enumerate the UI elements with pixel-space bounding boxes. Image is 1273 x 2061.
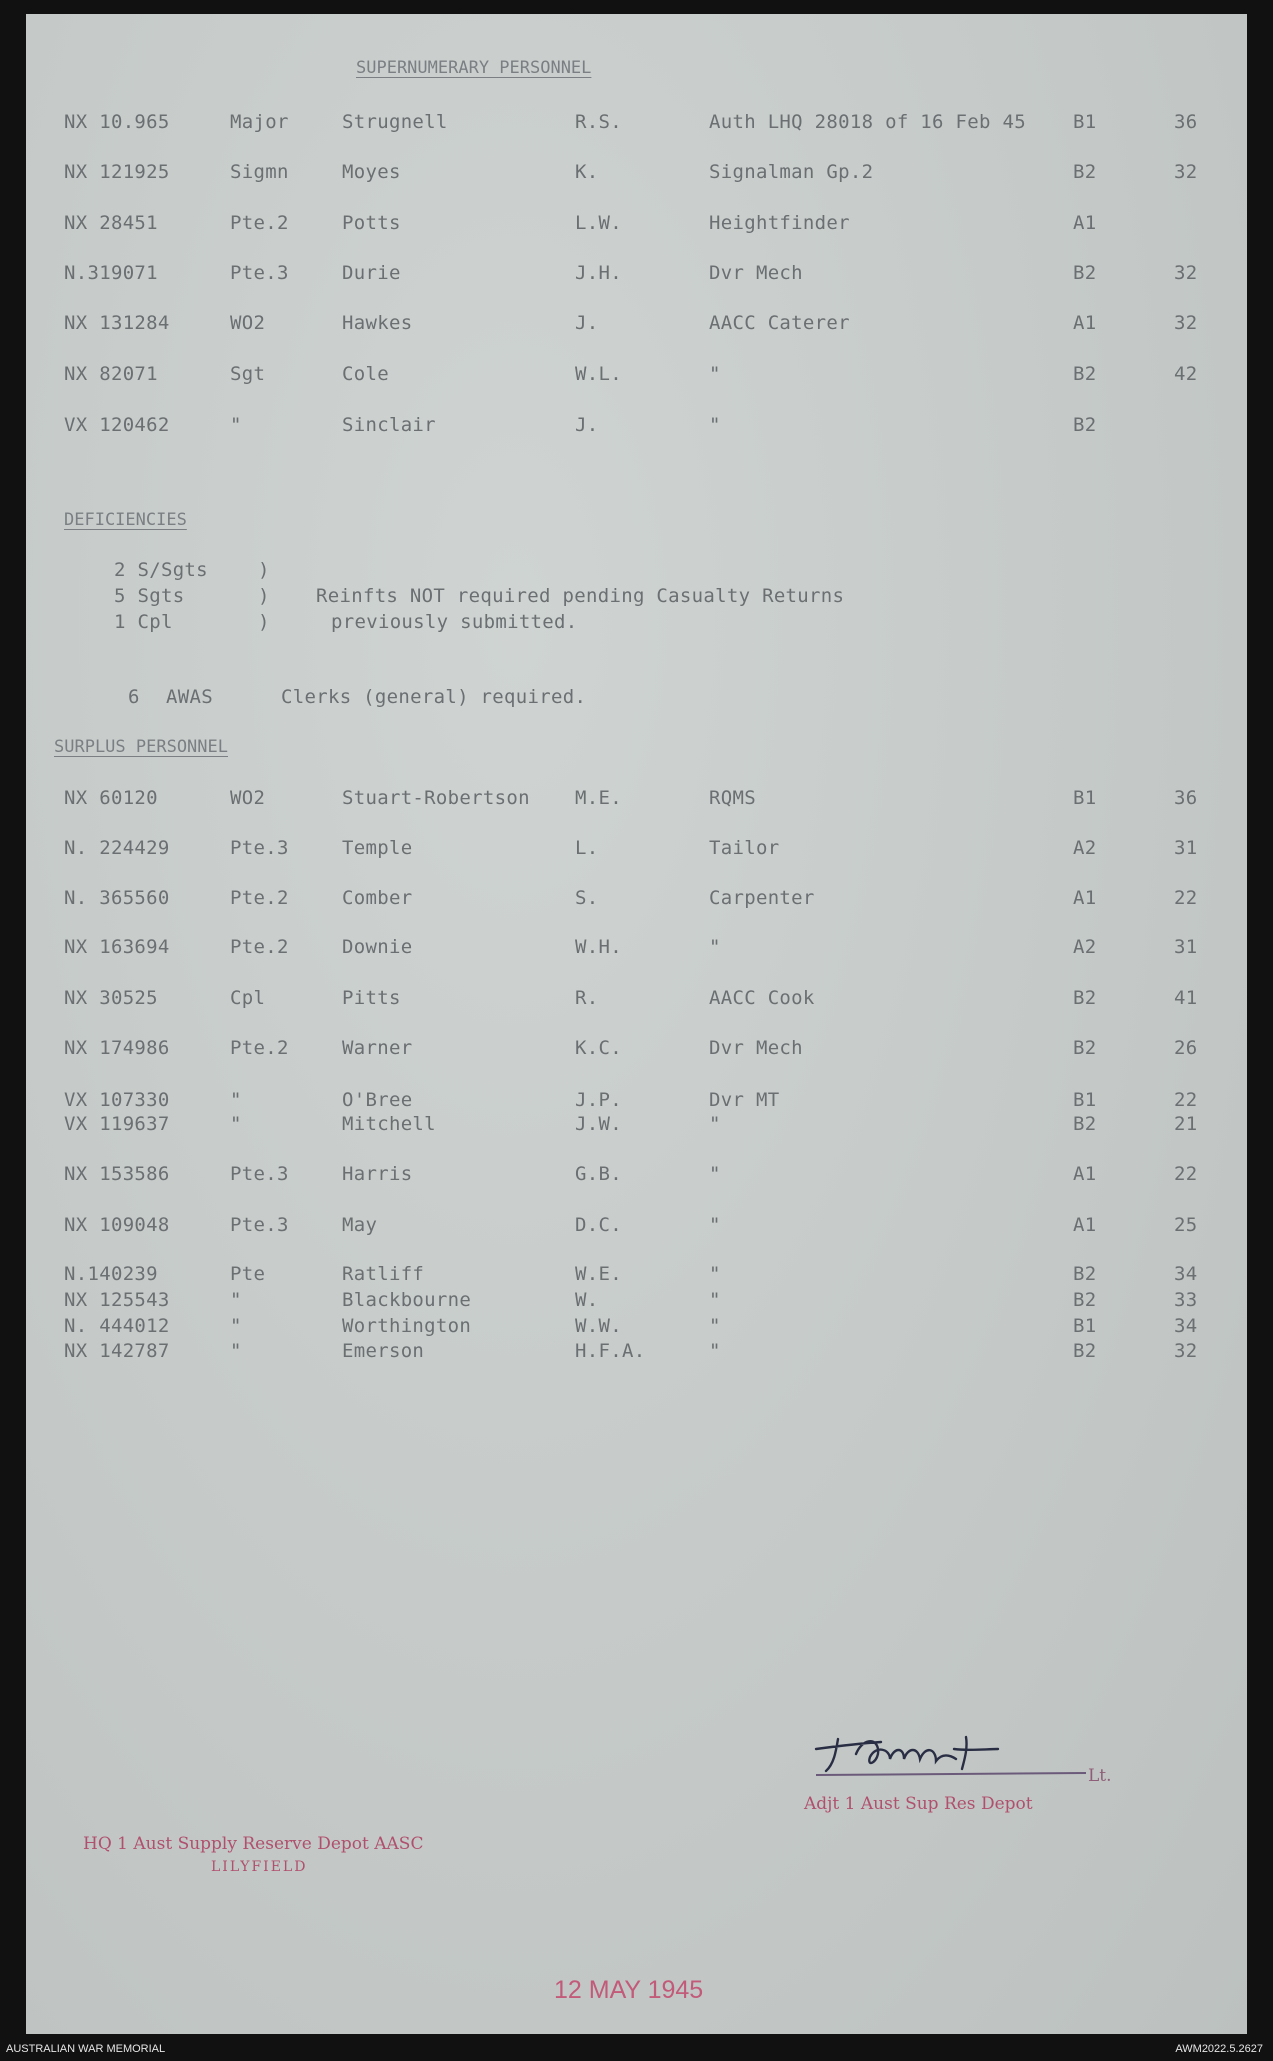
- trade: Dvr Mech: [709, 262, 803, 284]
- service-number: NX 121925: [64, 161, 170, 183]
- trade: ": [709, 1163, 721, 1185]
- trade: RQMS: [709, 787, 756, 809]
- medical-class: A1: [1073, 212, 1097, 234]
- table-row: [26, 1037, 1247, 1063]
- initials: W.H.: [575, 936, 622, 958]
- service-number: NX 82071: [64, 363, 158, 385]
- surname: Warner: [342, 1037, 413, 1059]
- awas-requirement: Clerks (general) required.: [281, 686, 587, 708]
- initials: H.F.A.: [575, 1340, 646, 1362]
- initials: W.E.: [575, 1263, 622, 1285]
- rank: WO2: [230, 312, 266, 334]
- age: 41: [1174, 987, 1198, 1009]
- service-number: NX 28451: [64, 212, 158, 234]
- bracket: ): [258, 585, 270, 607]
- supernumerary-heading: SUPERNUMERARY PERSONNEL: [356, 58, 592, 78]
- surname: Comber: [342, 887, 413, 909]
- trade: ": [709, 1214, 721, 1236]
- surname: Harris: [342, 1163, 413, 1185]
- rank: ": [230, 1289, 242, 1311]
- rank: Pte.3: [230, 1214, 289, 1236]
- age: 22: [1174, 1089, 1198, 1111]
- surname: Mitchell: [342, 1113, 436, 1135]
- service-number: NX 163694: [64, 936, 170, 958]
- trade: Dvr MT: [709, 1089, 780, 1111]
- medical-class: B2: [1073, 1289, 1097, 1311]
- age: 31: [1174, 936, 1198, 958]
- archive-label: AUSTRALIAN WAR MEMORIAL: [6, 2043, 166, 2055]
- service-number: NX 142787: [64, 1340, 170, 1362]
- table-row: [26, 1263, 1247, 1289]
- age: 34: [1174, 1315, 1198, 1337]
- age: 25: [1174, 1214, 1198, 1236]
- trade: Dvr Mech: [709, 1037, 803, 1059]
- rank: ": [230, 1089, 242, 1111]
- service-number: NX 131284: [64, 312, 170, 334]
- medical-class: B2: [1073, 987, 1097, 1009]
- initials: L.W.: [575, 212, 622, 234]
- table-row: [26, 787, 1247, 813]
- service-number: NX 10.965: [64, 111, 170, 133]
- trade: Auth LHQ 28018 of 16 Feb 45: [709, 111, 1026, 133]
- rank: Pte.3: [230, 837, 289, 859]
- initials: J.: [575, 312, 599, 334]
- surname: Potts: [342, 212, 401, 234]
- table-row: [26, 1289, 1247, 1315]
- table-row: [26, 987, 1247, 1013]
- medical-class: B2: [1073, 414, 1097, 436]
- rank: WO2: [230, 787, 266, 809]
- service-number: N.319071: [64, 262, 158, 284]
- surname: Sinclair: [342, 414, 436, 436]
- medical-class: B2: [1073, 1340, 1097, 1362]
- table-row: [26, 1089, 1247, 1115]
- service-number: NX 60120: [64, 787, 158, 809]
- rank: Major: [230, 111, 289, 133]
- initials: J.: [575, 414, 599, 436]
- surname: Moyes: [342, 161, 401, 183]
- rank: ": [230, 1113, 242, 1135]
- medical-class: B1: [1073, 787, 1097, 809]
- initials: J.H.: [575, 262, 622, 284]
- age: 31: [1174, 837, 1198, 859]
- surname: Emerson: [342, 1340, 425, 1362]
- rank: ": [230, 414, 242, 436]
- age: 26: [1174, 1037, 1198, 1059]
- date-stamp: 12 MAY 1945: [554, 1976, 704, 2004]
- service-number: NX 153586: [64, 1163, 170, 1185]
- trade: ": [709, 1289, 721, 1311]
- surname: Hawkes: [342, 312, 413, 334]
- initials: D.C.: [575, 1214, 622, 1236]
- medical-class: A2: [1073, 936, 1097, 958]
- bracket: ): [258, 611, 270, 633]
- rank: ": [230, 1315, 242, 1337]
- table-row: [26, 111, 1247, 137]
- initials: S.: [575, 887, 599, 909]
- medical-class: B1: [1073, 111, 1097, 133]
- table-row: [26, 1340, 1247, 1366]
- trade: Tailor: [709, 837, 780, 859]
- service-number: NX 174986: [64, 1037, 170, 1059]
- trade: AACC Caterer: [709, 312, 850, 334]
- trade: ": [709, 1340, 721, 1362]
- surname: Ratliff: [342, 1263, 425, 1285]
- service-number: N.140239: [64, 1263, 158, 1285]
- initials: G.B.: [575, 1163, 622, 1185]
- surname: Durie: [342, 262, 401, 284]
- service-number: N. 365560: [64, 887, 170, 909]
- bracket: ): [258, 559, 270, 581]
- medical-class: B2: [1073, 1113, 1097, 1135]
- rank: Pte: [230, 1263, 266, 1285]
- table-row: [26, 414, 1247, 440]
- trade: ": [709, 936, 721, 958]
- trade: ": [709, 1263, 721, 1285]
- medical-class: B2: [1073, 1263, 1097, 1285]
- deficiency-item: 2 S/Sgts: [114, 559, 208, 581]
- initials: W.W.: [575, 1315, 622, 1337]
- rank: ": [230, 1340, 242, 1362]
- surname: O'Bree: [342, 1089, 413, 1111]
- service-number: NX 109048: [64, 1214, 170, 1236]
- rank: Cpl: [230, 987, 266, 1009]
- surplus-heading: SURPLUS PERSONNEL: [54, 737, 228, 757]
- trade: AACC Cook: [709, 987, 815, 1009]
- medical-class: A1: [1073, 1163, 1097, 1185]
- table-row: [26, 312, 1247, 338]
- table-row: [26, 936, 1247, 962]
- rank: Pte.2: [230, 212, 289, 234]
- surname: Cole: [342, 363, 389, 385]
- age: 32: [1174, 262, 1198, 284]
- table-row: [26, 1315, 1247, 1341]
- trade: Signalman Gp.2: [709, 161, 874, 183]
- surname: Downie: [342, 936, 413, 958]
- age: 36: [1174, 787, 1198, 809]
- table-row: [26, 262, 1247, 288]
- age: 22: [1174, 887, 1198, 909]
- service-number: NX 125543: [64, 1289, 170, 1311]
- deficiencies-heading: DEFICIENCIES: [64, 510, 187, 530]
- trade: Heightfinder: [709, 212, 850, 234]
- trade: ": [709, 1113, 721, 1135]
- document-page: [26, 14, 1247, 2034]
- service-number: N. 224429: [64, 837, 170, 859]
- adjutant-title: Adjt 1 Aust Sup Res Depot: [804, 1794, 1033, 1814]
- initials: K.: [575, 161, 599, 183]
- medical-class: B1: [1073, 1315, 1097, 1337]
- surname: May: [342, 1214, 378, 1236]
- service-number: N. 444012: [64, 1315, 170, 1337]
- archive-id: AWM2022.5.2627: [1175, 2043, 1263, 2055]
- medical-class: A1: [1073, 1214, 1097, 1236]
- medical-class: A1: [1073, 312, 1097, 334]
- table-row: [26, 1214, 1247, 1240]
- service-number: VX 120462: [64, 414, 170, 436]
- initials: L.: [575, 837, 599, 859]
- table-row: [26, 161, 1247, 187]
- initials: J.W.: [575, 1113, 622, 1135]
- table-row: [26, 887, 1247, 913]
- deficiency-item: 1 Cpl: [114, 611, 173, 633]
- medical-class: B2: [1073, 262, 1097, 284]
- age: 32: [1174, 312, 1198, 334]
- initials: W.L.: [575, 363, 622, 385]
- rank: Pte.2: [230, 1037, 289, 1059]
- table-row: [26, 363, 1247, 389]
- age: 33: [1174, 1289, 1198, 1311]
- medical-class: B1: [1073, 1089, 1097, 1111]
- age: 36: [1174, 111, 1198, 133]
- medical-class: A1: [1073, 887, 1097, 909]
- deficiency-item: 5 Sgts: [114, 585, 185, 607]
- table-row: [26, 212, 1247, 238]
- age: 42: [1174, 363, 1198, 385]
- surname: Pitts: [342, 987, 401, 1009]
- age: 32: [1174, 161, 1198, 183]
- signature-rank: Lt.: [1088, 1766, 1112, 1786]
- age: 34: [1174, 1263, 1198, 1285]
- surname: Stuart-Robertson: [342, 787, 530, 809]
- trade: ": [709, 363, 721, 385]
- rank: Sgt: [230, 363, 266, 385]
- service-number: VX 107330: [64, 1089, 170, 1111]
- age: 22: [1174, 1163, 1198, 1185]
- initials: M.E.: [575, 787, 622, 809]
- medical-class: B2: [1073, 1037, 1097, 1059]
- table-row: [26, 1163, 1247, 1189]
- initials: R.S.: [575, 111, 622, 133]
- unit-stamp-line2: LILYFIELD: [211, 1859, 308, 1875]
- rank: Pte.3: [230, 262, 289, 284]
- initials: J.P.: [575, 1089, 622, 1111]
- medical-class: A2: [1073, 837, 1097, 859]
- surname: Worthington: [342, 1315, 472, 1337]
- awas-count: 6: [128, 686, 140, 708]
- trade: ": [709, 1315, 721, 1337]
- initials: W.: [575, 1289, 599, 1311]
- initials: R.: [575, 987, 599, 1009]
- service-number: VX 119637: [64, 1113, 170, 1135]
- unit-stamp-line1: HQ 1 Aust Supply Reserve Depot AASC: [83, 1834, 424, 1854]
- awas-label: AWAS: [166, 686, 213, 708]
- surname: Blackbourne: [342, 1289, 472, 1311]
- medical-class: B2: [1073, 161, 1097, 183]
- surname: Temple: [342, 837, 413, 859]
- medical-class: B2: [1073, 363, 1097, 385]
- deficiency-note-cont: previously submitted.: [331, 611, 578, 633]
- rank: Pte.3: [230, 1163, 289, 1185]
- age: 21: [1174, 1113, 1198, 1135]
- surname: Strugnell: [342, 111, 448, 133]
- initials: K.C.: [575, 1037, 622, 1059]
- age: 32: [1174, 1340, 1198, 1362]
- rank: Pte.2: [230, 936, 289, 958]
- trade: Carpenter: [709, 887, 815, 909]
- rank: Sigmn: [230, 161, 289, 183]
- rank: Pte.2: [230, 887, 289, 909]
- trade: ": [709, 414, 721, 436]
- table-row: [26, 1113, 1247, 1139]
- deficiency-note: Reinfts NOT required pending Casualty Returns: [316, 585, 845, 607]
- service-number: NX 30525: [64, 987, 158, 1009]
- table-row: [26, 837, 1247, 863]
